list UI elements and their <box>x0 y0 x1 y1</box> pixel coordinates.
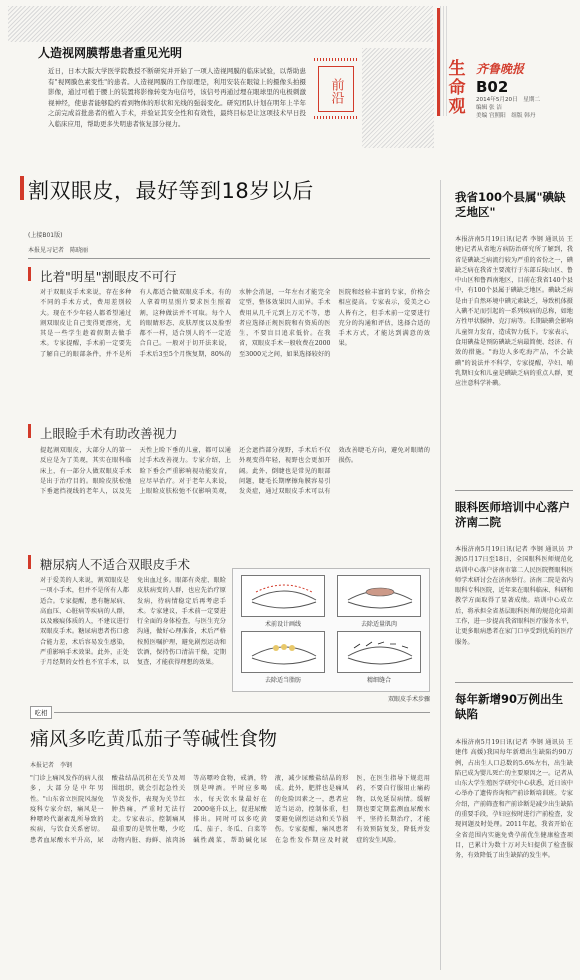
designer-line: 美编 宫照阳 组版 韩丹 <box>476 113 536 119</box>
section2-body: 提起割双眼皮，大部分人的第一反应是为了美观，其实在眼科临床上，有一部分人做双眼皮手术是出于治疗目的。眼睑皮肤松弛下垂遮挡视线的老年人，以及先天性上睑下垂的儿童，都可以通过手术改善视力。专家介绍，上睑下垂会严重影响视功能发育，应尽早治疗。对于老年人来说，上眼睑皮肤松弛不仅影响美观，还会遮挡部分视野，手术后不仅外观变得年轻，视野也会更加开阔。此外，倒睫也是常见的眼部问题，睫毛长期摩擦角膜容易引发炎症，通过双眼皮手术可以有效改善睫毛方向，避免对眼睛的损伤。 <box>40 447 430 496</box>
diagram-panel-3 <box>241 631 325 673</box>
frontier-badge: 前沿 <box>318 66 354 112</box>
section3-body: 对于爱美的人来说，割双眼皮是一项小手术，但并不是所有人都适合。专家提醒，患有糖尿病、高血压、心脏病等疾病的人群，以及瘢痕体质的人，不建议进行双眼皮手术。糖尿病患者伤口愈合能力差，术后容易发生感染，严重影响手术效果。此外，正处于月经期的女性也不宜手术，以免出血过多。眼部有炎症、眼睑皮肤病变的人群，也应先治疗原发病，待病情稳定后再考虑手术。专家建议，手术前一定要进行全面的身体检查，与医生充分沟通，做好心理准备，术后严格按照医嘱护理，避免剧烈运动和饮酒，保持伤口清洁干燥，定期复查，才能获得理想的效果。 <box>40 577 226 667</box>
main-byline: 本报见习记者 陈晓丽 <box>28 247 89 254</box>
editor-line: 编辑 张 洁 <box>476 105 502 111</box>
frontier-side-texture <box>362 48 434 148</box>
eye-fat-icon <box>242 632 326 674</box>
date-line: 2014年5月20日 星期二 <box>476 97 541 103</box>
frontier-texture <box>8 6 433 42</box>
sidebar-story3-body: 本报济南5月19日讯(记者 李钢 通讯员 王建伟 高媛)我国每年新增出生缺陷约90万例，占出生人口总数的5.6%左右，出生缺陷已成为婴儿死亡的主要原因之一。记者从山东大学生殖医学研究中心获悉，近日该中心举办了遗传咨询和产前诊断培训班。专家介绍，产前筛查和产前诊断是减少出生缺陷的重要手段，孕妇应按时进行产前检查，发现问题及时处理。2011年起，我省开始在全省范围内实施免费孕前优生健康检查项目，已累计为数十万对夫妇提供了检查服务，有效降低了出生缺陷的发生率。 <box>455 739 573 860</box>
section1-title: 比着"明星"割眼皮不可行 <box>40 269 177 284</box>
source-note: (上接B01版) <box>28 232 63 239</box>
section3-mark <box>28 555 31 569</box>
masthead-texture <box>440 6 448 116</box>
section2-mark <box>28 424 31 438</box>
sidebar-divider <box>440 180 441 970</box>
sidebar-rule-1 <box>455 490 573 491</box>
diagram-caption-4: 精细缝合 <box>366 677 391 684</box>
sidebar-story2-headline: 眼科医师培训中心落户济南二院 <box>455 500 570 529</box>
frontier-body: 近日，日本大阪大学医学院教授不断研究并开始了一项人造视网膜的临床试验，以帮助患有"视网膜色素变性"的患者。人造视网膜的工作原理是，利用安装在眼镜上的摄像头拍摄影像，通过可植于腰上的装置将影像转变为电信号，该信号再通过埋在眼球里的电极刺激视神经，使患者能够隐约看到物体的形状和光线的强弱变化。研究团队计划在明年上半年之前完成首批患者的植入手术，并验证其安全性和有效性，最终目标是让这项技术早日投入临床应用，帮助更多失明患者恢复部分视力。 <box>48 67 306 128</box>
main-headline-mark <box>20 176 24 200</box>
masthead-bar <box>437 8 440 116</box>
section1-mark <box>28 267 31 281</box>
diagram-caption-3: 去除适当脂肪 <box>264 677 301 684</box>
frontier-badge-dots <box>314 58 358 61</box>
sidebar-story2-body: 本报济南5月19日讯(记者 李钢 通讯员 尹源)5月17日至18日，全国眼科医师规范化培训中心落户济南市第二人民医院暨眼科医师学术研讨会在济南举行。济南二院是省内眼科专科医院，近年来在眼科临床、科研和教学方面取得了显著成绩。培训中心成立后，将承担全省基层眼科医师的规范化培训工作，进一步提高我省眼科医疗服务水平，让更多眼病患者在家门口享受到优质的医疗服务。 <box>455 546 573 646</box>
eye-suture-icon <box>338 632 422 674</box>
section3-title: 糖尿病人不适合双眼皮手术 <box>40 557 191 572</box>
main-headline: 割双眼皮，最好等到18岁以后 <box>28 179 314 203</box>
section-title: 生命观 <box>448 59 466 117</box>
sidebar-story1-body: 本报济南5月19日讯(记者 李钢 通讯员 王建)记者从省地方病防治研究所了解到，我省是碘缺乏病流行较为严重的省份之一，碘缺乏病在我省主要流行于东部丘陵山区、鲁中山区和鲁西南地区，目前在我省140个县中，有100个县属于碘缺乏地区。碘缺乏病是由于自然环境中碘元素缺乏，导致机体摄入碘不足而引起的一系列疾病的总称，如地方性甲状腺肿、克汀病等。长期缺碘会影响儿童智力发育，造成智力低下。专家表示，食用碘盐是预防碘缺乏病最简便、经济、有效的措施。"海边人多吃海产品，不会缺碘"的说法并不科学，专家提醒，孕妇、哺乳期妇女和儿童是碘缺乏病的重点人群，更应注意科学补碘。 <box>455 236 573 388</box>
eye-muscle-icon <box>338 576 422 618</box>
diet-headline: 痛风多吃黄瓜茄子等碱性食物 <box>30 728 278 750</box>
section1-body: 对于双眼皮手术来说，存在多种不同的手术方式，费用差别较大。现在不少年轻人都希望通过割双眼皮让自己变得更漂亮，尤其是一些学生趁着假期去做手术。专家提醒，手术前一定要先了解自己的眼部条件，并不是所有人都适合做双眼皮手术。有的人拿着明星照片要求医生照着割，这种做法并不可取。每个人的眼睛形态、皮肤厚度以及脸型都不一样，适合别人的不一定适合自己。一般对于切开法来说，手术后3至5个月恢复期，80%的水肿会消退，一年左右才能完全定型，整体效果因人而异。手术费用从几千元到上万元不等，患者应选择正规医院和有资质的医生，不要盲目追求低价。在我省，双眼皮手术一般收费在2000至3000元之间，如果选择较好的医院和经验丰富的专家，价格会相应提高。专家表示，爱美之心人皆有之，但手术前一定要进行充分的沟通和评估，选择合适的手术方式，才能达到满意的效果。 <box>40 289 430 358</box>
frontier-headline: 人造视网膜帮患者重见光明 <box>38 46 183 60</box>
diagram-panel-2 <box>337 575 421 617</box>
headline-rule <box>28 258 430 259</box>
sidebar-story1-headline: 我省100个县属"碘缺乏地区" <box>455 190 566 219</box>
diet-byline: 本报记者 李钢 <box>30 762 73 769</box>
sidebar-story3-headline: 每年新增90万例出生缺陷 <box>455 692 564 721</box>
diagram-caption: 双眼皮手术步骤 <box>387 696 430 703</box>
sidebar-rule-2 <box>455 682 573 683</box>
diagram-panel-4 <box>337 631 421 673</box>
surgery-diagram <box>232 568 430 692</box>
diagram-caption-2: 去除适量肌肉 <box>360 621 397 628</box>
diagram-panel-1 <box>241 575 325 617</box>
section2-title: 上眼睑手术有助改善视力 <box>40 426 178 441</box>
diet-section-tag: 吃相 <box>30 706 52 719</box>
eye-design-line-icon <box>242 576 326 618</box>
paper-logo: 齐鲁晚报 <box>476 62 525 76</box>
frontier-badge-dots-bottom <box>314 116 358 119</box>
diet-body: "门诊上痛风发作的病人很多，大部分是中年男性。"山东省立医院风湿免疫科专家介绍，痛风是一种嘌呤代谢紊乱所导致的疾病，与饮食关系密切。患者血尿酸水平升高，尿酸盐结晶沉积在关节及周围组织，就会引起急性关节炎发作，表现为关节红肿热痛，严重时无法行走。专家表示，控制痛风最重要的是管住嘴，少吃动物内脏、海鲜、浓肉汤等高嘌呤食物，戒酒，特别是啤酒。平时应多喝水，每天饮水量最好在2000毫升以上，促进尿酸排出。同时可以多吃黄瓜、茄子、冬瓜、白菜等碱性蔬菜，帮助碱化尿液，减少尿酸盐结晶的形成。此外，肥胖也是痛风的危险因素之一，患者应适当运动，控制体重，但要避免剧烈运动和关节损伤。专家提醒，痛风患者在急性发作期应及时就医，在医生指导下规范用药，不要自行服用止痛药物，以免延误病情。缓解期也要定期监测血尿酸水平，坚持长期治疗，才能有效预防复发，降低并发症的发生风险。 <box>30 775 430 844</box>
page-number: B02 <box>476 78 509 96</box>
diagram-caption-1: 术前设计画线 <box>264 621 301 628</box>
diet-rule <box>54 712 430 713</box>
